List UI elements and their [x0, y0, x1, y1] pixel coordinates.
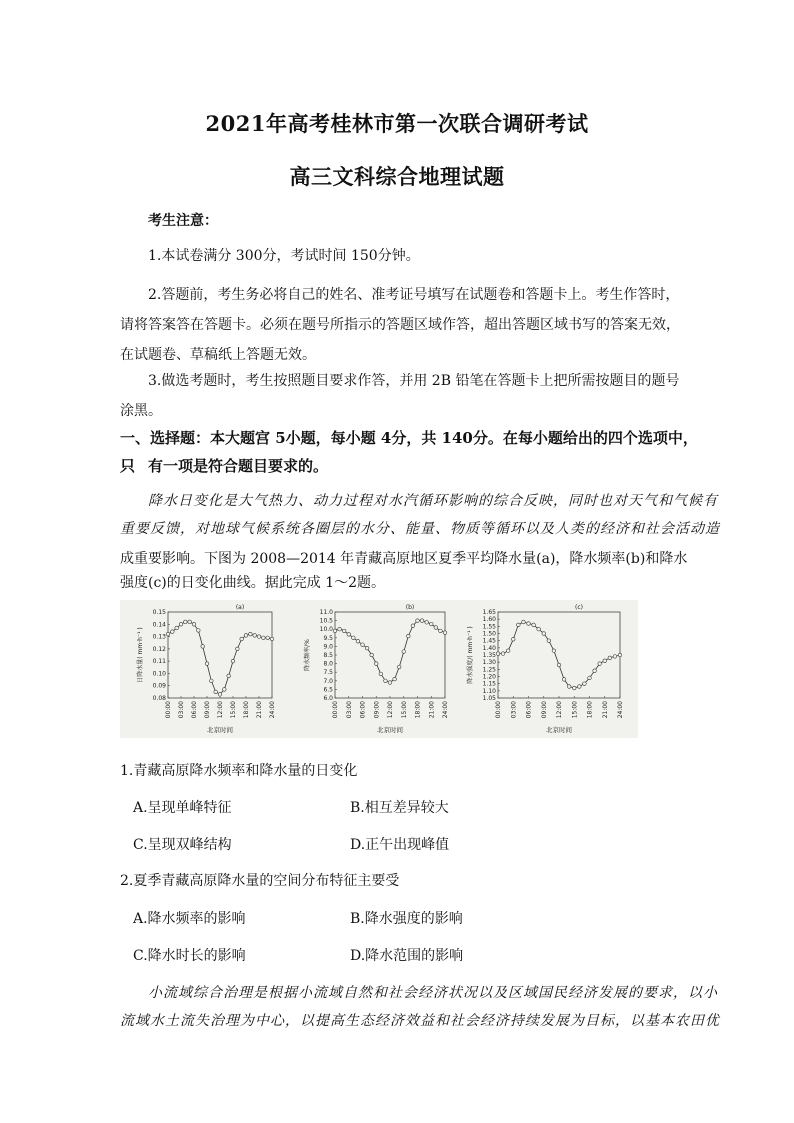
chart-1-ytick-label: 0.14	[152, 621, 166, 629]
passage1-line2: 重要反馈，对地球气候系统各圈层的水分、能量、物质等循环以及人类的经济和社会活动造	[120, 521, 720, 537]
chart-1-point	[197, 629, 201, 633]
notice-heading: 考生注意：	[148, 213, 218, 229]
chart-2-point	[356, 639, 360, 643]
chart-2-point	[388, 681, 392, 685]
chart-1-point	[253, 634, 257, 638]
chart-3-ytick-label: 1.55	[482, 623, 496, 631]
chart-3-point	[567, 685, 571, 689]
chart-1-point	[236, 647, 240, 651]
q2-option-d[interactable]: D.降水范围的影响	[350, 948, 464, 964]
chart-3-ytick-label: 1.25	[482, 666, 496, 674]
chart-2-xtick-label: 03:00	[345, 701, 353, 719]
chart-3-point	[496, 652, 500, 656]
chart-3-point	[506, 649, 510, 653]
chart-2-point	[434, 626, 438, 630]
chart-2-ytick-label: 8.0	[323, 660, 333, 668]
question-1-stem: 1.青藏高原降水频率和降水量的日变化	[120, 763, 358, 779]
chart-3-point	[542, 632, 546, 636]
chart-1-xtick-label: 06:00	[191, 701, 198, 719]
chart-1-xtick-label: 12:00	[217, 701, 224, 719]
q1-option-b[interactable]: B.相互差异较大	[350, 800, 449, 816]
chart-3-point	[511, 637, 515, 641]
chart-1-ytick-label: 0.10	[152, 670, 166, 678]
chart-2-point	[370, 653, 374, 657]
chart-3-ytick-label: 1.65	[482, 609, 496, 616]
chart-1-xtick-label: 15:00	[230, 701, 237, 719]
chart-1-point	[231, 659, 235, 663]
q1-option-d[interactable]: D.正午出现峰值	[350, 837, 450, 853]
chart-1-point	[205, 662, 209, 666]
chart-2-ytick-label: 7.5	[323, 669, 333, 677]
chart-3-xtick-label: 00:00	[495, 701, 502, 719]
chart-1-ytick-label: 0.15	[152, 609, 166, 616]
chart-3-ytick-label: 1.10	[482, 687, 496, 695]
chart-2-ytick-label: 9.0	[323, 643, 333, 651]
chart-2-point	[338, 627, 342, 631]
chart-1-xtick-label: 00:00	[165, 701, 172, 719]
notice-item-3: 3.做选考题时，考生按照题目要求作答，并用 2B 铅笔在答题卡上把所需按题目的题号涂黑。	[120, 373, 680, 419]
chart-1-point	[210, 679, 214, 683]
chart-2-series-line	[335, 621, 445, 683]
chart-1-xtick-label: 09:00	[204, 701, 211, 719]
chart-1-xtick-label: 18:00	[243, 701, 250, 719]
chart-2-point	[347, 633, 351, 637]
chart-3-point	[613, 655, 617, 659]
chart-3-point	[572, 686, 576, 690]
chart-2-ytick-label: 7.0	[323, 677, 333, 685]
chart-2-point	[352, 636, 356, 640]
chart-3-ytick-label: 1.15	[482, 680, 496, 688]
chart-3-point	[608, 656, 612, 660]
chart-2-point	[429, 622, 433, 626]
chart-3-point	[557, 663, 561, 667]
section-heading-line1: 一、选择题：本大题宫 5小题，每小题 4分，共 140分。在每小题给出的四个选项中，只	[120, 429, 698, 475]
passage1-line4: 强度(c)的日变化曲线。据此完成 1～2题。	[120, 575, 386, 591]
passage1-line1: 降水日变化是大气热力、动力过程对水汽循环影响的综合反映，同时也对天气和气候有	[148, 493, 718, 509]
chart-2-title: (b)	[405, 604, 415, 611]
passage2-line1: 小流域综合治理是根据小流域自然和社会经济状况以及区域国民经济发展的要求，以小	[148, 985, 718, 1001]
chart-2-ytick-label: 6.5	[323, 686, 333, 694]
chart-3-xtick-label: 18:00	[586, 701, 594, 719]
chart-1-point	[171, 630, 175, 634]
chart-3-xtick-label: 06:00	[525, 701, 533, 719]
chart-3-ytick-label: 1.45	[482, 637, 496, 645]
q2-option-a[interactable]: A.降水频率的影响	[133, 911, 246, 927]
chart-2-point	[425, 621, 429, 625]
chart-1-point	[218, 693, 222, 697]
chart-1-point	[214, 690, 218, 694]
notice-item-2: 2.答题前，考生务必将自己的姓名、准考证号填写在试题卷和答题卡上。考生作答时，请将答案答在答题卡。必须在题号所指示的答题区域作答，超出答题区域书写的答案无效，在试题卷、草稿纸上答题无效。	[120, 287, 680, 363]
chart-2-xtick-label: 06:00	[359, 701, 367, 719]
chart-3-xtick-label: 09:00	[540, 701, 548, 719]
section-heading-line2: 有一项是符合题目要求的。	[148, 457, 329, 475]
chart-2-xtick-label: 24:00	[442, 701, 449, 719]
question-2-stem: 2.夏季青藏高原降水量的空间分布特征主要受	[120, 873, 400, 889]
chart-2-xtick-label: 18:00	[414, 701, 422, 719]
chart-3-ytick-label: 1.20	[482, 673, 496, 681]
chart-2-point	[443, 631, 447, 635]
chart-2-point	[420, 619, 424, 623]
chart-3-xtick-label: 24:00	[617, 701, 624, 719]
chart-1-point	[166, 632, 170, 636]
chart-2-xtick-label: 00:00	[332, 701, 339, 719]
chart-2-point	[411, 624, 415, 628]
chart-1-xlabel: 北京时间	[207, 726, 233, 734]
chart-2-ytick-label: 10.5	[319, 617, 333, 625]
chart-1-series-line	[168, 622, 272, 695]
chart-1-point	[262, 636, 266, 640]
chart-2-frame	[335, 612, 445, 698]
chart-3-point	[527, 622, 531, 626]
chart-2-xtick-label: 09:00	[373, 701, 381, 719]
chart-1-ytick-label: 0.09	[152, 682, 166, 690]
chart-1-point	[201, 645, 205, 649]
chart-2-xtick-label: 12:00	[387, 701, 394, 719]
chart-3-series-line	[498, 622, 620, 688]
chart-3-ytick-label: 1.30	[482, 659, 496, 667]
chart-2-ytick-label: 8.5	[323, 652, 333, 659]
chart-3-point	[603, 659, 607, 663]
exam-subtitle: 高三文科综合地理试题	[289, 164, 505, 189]
chart-3-ytick-label: 1.60	[482, 616, 496, 624]
chart-1-point	[240, 637, 244, 641]
chart-2-point	[402, 650, 406, 654]
chart-3-xtick-label: 12:00	[556, 701, 563, 719]
chart-3-point	[552, 649, 556, 653]
chart-3-point	[501, 652, 505, 656]
chart-2-xtick-label: 21:00	[428, 701, 436, 719]
chart-1-ytick-label: 0.13	[152, 633, 166, 641]
chart-3-ytick-label: 1.40	[482, 644, 496, 652]
q2-option-b[interactable]: B.降水强度的影响	[350, 911, 463, 927]
chart-2-xtick-label: 15:00	[400, 701, 408, 719]
chart-2-ytick-label: 11.0	[319, 609, 333, 616]
chart-1-point	[188, 620, 192, 624]
chart-3-point	[522, 620, 526, 624]
chart-3-xtick-label: 15:00	[571, 701, 579, 719]
chart-3-point	[593, 669, 597, 673]
chart-2-ytick-label: 9.5	[323, 634, 333, 642]
exam-title: 2021年高考桂林市第一次联合调研考试	[205, 111, 589, 136]
chart-3-point	[578, 685, 582, 689]
chart-1-xtick-label: 03:00	[178, 701, 185, 719]
chart-3-point	[562, 678, 566, 682]
precipitation-charts	[120, 600, 638, 738]
chart-2-point	[439, 629, 443, 633]
chart-2-ytick-label: 10.0	[319, 626, 333, 634]
chart-2-point	[342, 629, 346, 633]
chart-2-point	[333, 629, 337, 633]
chart-1-point	[266, 636, 270, 640]
chart-1-point	[244, 634, 248, 638]
chart-3-point	[532, 623, 536, 627]
chart-1-ytick-label: 0.11	[152, 658, 166, 666]
q2-option-c[interactable]: C.降水时长的影响	[133, 948, 246, 964]
chart-1-point	[179, 622, 183, 626]
chart-1-point	[249, 632, 253, 636]
chart-3-ylabel: 降水强度/( mm·h⁻¹ )	[467, 626, 474, 684]
chart-3-point	[588, 676, 592, 680]
chart-1-ytick-label: 0.08	[152, 695, 166, 702]
chart-3-ytick-label: 1.05	[482, 695, 496, 702]
chart-3-point	[517, 623, 521, 627]
chart-1-point	[257, 635, 261, 639]
chart-2-ytick-label: 6.0	[323, 695, 333, 702]
chart-3-point	[537, 627, 541, 631]
chart-3-ytick-label: 1.35	[482, 652, 496, 659]
chart-2-point	[374, 662, 378, 666]
chart-1-point	[223, 688, 227, 692]
q1-option-c[interactable]: C.呈现双峰结构	[133, 837, 232, 853]
chart-2-point	[379, 672, 383, 676]
chart-1-point	[270, 637, 274, 641]
chart-2-point	[397, 665, 401, 669]
chart-3-title: (c)	[575, 604, 583, 611]
chart-2-point	[407, 634, 411, 638]
chart-1-xtick-label: 24:00	[269, 701, 276, 719]
chart-2-xlabel: 北京时间	[377, 726, 403, 734]
chart-3-point	[598, 662, 602, 666]
chart-1-frame	[168, 612, 272, 698]
passage2-line2: 流域水土流失治理为中心，以提高生态经济效益和社会经济持续发展为目标，以基本农田优	[120, 1013, 720, 1029]
chart-2-point	[416, 619, 420, 623]
chart-3-ytick-label: 1.50	[482, 630, 496, 638]
q1-option-a[interactable]: A.呈现单峰特征	[133, 800, 232, 816]
chart-2-ylabel: 降水频率/%	[304, 639, 311, 671]
chart-1-xtick-label: 21:00	[256, 701, 263, 719]
chart-3-point	[547, 639, 551, 643]
chart-3-xtick-label: 21:00	[601, 701, 609, 719]
chart-3-xlabel: 北京时间	[546, 726, 572, 734]
chart-1-ylabel: 日降水量( mm·h⁻¹ )	[137, 627, 144, 683]
chart-1-point	[227, 674, 231, 678]
chart-1-point	[192, 622, 196, 626]
chart-1-ytick-label: 0.12	[152, 645, 166, 653]
chart-1-title: (a)	[235, 604, 245, 611]
notice-item-1: 1.本试卷满分 300分，考试时间 150分钟。	[148, 248, 420, 264]
passage1-line3: 成重要影响。下图为 2008—2014 年青藏高原地区夏季平均降水量(a)，降水频率(b)和降水	[120, 551, 688, 567]
chart-1-point	[184, 620, 188, 624]
chart-1-point	[175, 626, 179, 630]
chart-3-point	[583, 682, 587, 686]
chart-3-xtick-label: 03:00	[510, 701, 518, 719]
chart-2-point	[361, 643, 365, 647]
chart-2-point	[365, 646, 369, 650]
chart-3-point	[618, 653, 622, 657]
chart-2-point	[384, 679, 388, 683]
precipitation-figure	[120, 600, 638, 738]
chart-2-point	[393, 677, 397, 681]
